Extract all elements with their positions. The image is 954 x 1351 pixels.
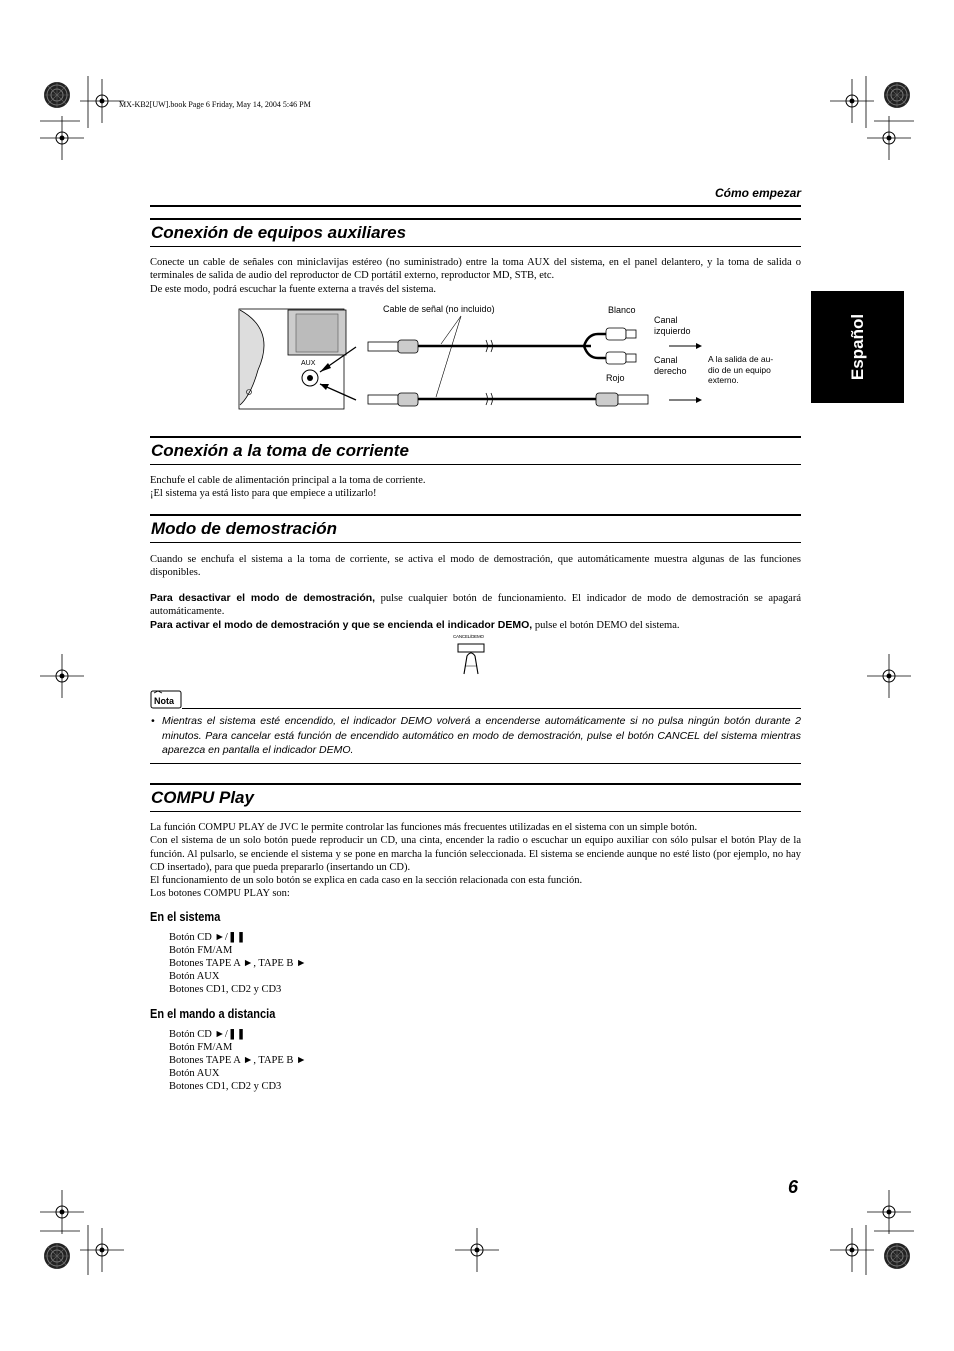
section-heading-aux bbox=[150, 218, 801, 247]
activate-text: pulse el botón DEMO del sistema. bbox=[532, 619, 680, 631]
section-label: Cómo empezar bbox=[714, 186, 801, 200]
section-heading-demo bbox=[150, 514, 801, 543]
list-item: Botones CD1, CD2 y CD3 bbox=[169, 1081, 282, 1092]
right-channel-label: Canal derecho bbox=[654, 355, 687, 376]
compu-paragraph: La función COMPU PLAY de JVC le permite controlar las funciones más frecuentes utilizadas en el sistema con un simple botón. bbox=[150, 822, 698, 833]
activate-lead: Para activar el modo de demostración y que se encienda el indicador DEMO, bbox=[150, 618, 533, 631]
list-item: Botón CD ►/❚❚ bbox=[169, 932, 246, 943]
list-item: Botones CD1, CD2 y CD3 bbox=[169, 984, 282, 995]
remote-heading: En el mando a distancia bbox=[150, 1007, 276, 1021]
deactivate-lead: Para desactivar el modo de demostración, bbox=[150, 592, 376, 604]
note-bullet: • bbox=[151, 715, 155, 727]
section-title: Conexión de equipos auxiliares bbox=[151, 223, 407, 242]
file-header: MX-KB2[UW].book Page 6 Friday, May 14, 2004 5:46 PM bbox=[119, 100, 311, 109]
system-button-list bbox=[169, 931, 306, 996]
section-title: Conexión a la toma de corriente bbox=[151, 441, 409, 460]
list-item: Botón FM/AM bbox=[169, 945, 233, 956]
system-heading: En el sistema bbox=[150, 910, 221, 924]
section-title: Modo de demostración bbox=[151, 519, 338, 538]
top-rule bbox=[150, 205, 801, 207]
demo-button-icon bbox=[455, 640, 487, 676]
output-label: A la salida de au- dio de un equipo externo. bbox=[708, 354, 774, 385]
demo-button-label: CANCEL/DEMO bbox=[453, 634, 484, 639]
language-tab-label: Español bbox=[847, 313, 867, 381]
demo-paragraph: Cuando se enchufa el sistema a la toma de corriente, se activa el modo de demostración, que automáticamente muestra algunas de las funciones disponibles. bbox=[150, 554, 801, 579]
language-tab bbox=[811, 291, 904, 403]
note-bottom-rule bbox=[150, 763, 801, 764]
red-plug-label: Rojo bbox=[606, 373, 625, 383]
left-channel-label: Canal izquierdo bbox=[654, 315, 691, 336]
activate-instruction bbox=[150, 619, 801, 632]
page-number: 6 bbox=[788, 1177, 799, 1197]
remote-button-list bbox=[169, 1028, 306, 1093]
compu-paragraph: Los botones COMPU PLAY son: bbox=[150, 888, 290, 900]
power-paragraph: Enchufe el cable de alimentación principal a la toma de corriente. bbox=[150, 475, 426, 486]
list-item: Botones TAPE A ►, TAPE B ► bbox=[169, 1055, 307, 1066]
power-paragraph: ¡El sistema ya está listo para que empiece a utilizarlo! bbox=[150, 488, 377, 500]
section-title: COMPU Play bbox=[151, 788, 254, 807]
cable-label: Cable de señal (no incluido) bbox=[383, 304, 495, 314]
aux-connection-diagram bbox=[236, 300, 706, 412]
list-item: Botón FM/AM bbox=[169, 1042, 233, 1053]
compu-paragraph: Con el sistema de un solo botón puede reproducir un CD, una cinta, encender la radio o escuchar un equipo auxiliar con sólo pulsar el botón Play de la función. Al pulsarlo, se enciende el sistema y se pone en marcha la función seleccionada. El sistema se enciende aunque no esté listo (por ejemplo, no hay CD insertado), para que pueda prepararlo (insertando un CD). bbox=[150, 835, 801, 873]
aux-jack-label: AUX bbox=[301, 360, 316, 367]
white-plug-label: Blanco bbox=[608, 305, 636, 315]
compu-paragraph: El funcionamiento de un solo botón se explica en cada caso en la sección relacionada con esta función. bbox=[150, 875, 583, 887]
note-top-rule bbox=[182, 708, 801, 709]
compu-play-body bbox=[150, 821, 801, 901]
note-text: Mientras el sistema esté encendido, el indicador DEMO volverá a encenderse automáticamente si no pulsa ningún botón durante 2 minutos. Para cancelar está función de encendido automático en modo de demostración, pulse el botón CANCEL del sistema mientras aparezca en pantalla el indicador DEMO. bbox=[162, 715, 801, 757]
aux-paragraph: Conecte un cable de señales con miniclavijas estéreo (no suministrado) entre la toma AUX del sistema, en el panel delantero, y la toma de salida o terminales de salida de audio del reproductor de CD portátil externo, reproductor MD, STB, etc. bbox=[150, 257, 801, 282]
aux-paragraph: De este modo, podrá escuchar la fuente externa a través del sistema. bbox=[150, 283, 437, 295]
list-item: Botón AUX bbox=[169, 1068, 220, 1079]
deactivate-instruction bbox=[150, 592, 801, 619]
list-item: Botón AUX bbox=[169, 971, 220, 982]
demo-instructions bbox=[150, 592, 801, 632]
demo-body bbox=[150, 553, 801, 580]
section-heading-power bbox=[150, 436, 801, 465]
list-item: Botón CD ►/❚❚ bbox=[169, 1029, 246, 1040]
list-item: Botones TAPE A ►, TAPE B ► bbox=[169, 958, 307, 969]
power-body bbox=[150, 474, 801, 501]
section-heading-compu-play bbox=[150, 783, 801, 812]
aux-body bbox=[150, 256, 801, 296]
deactivate-text: pulse cualquier botón de funcionamiento. El indicador de modo de demostración se apagará automáticamente. bbox=[150, 593, 801, 618]
note-label: Nota bbox=[154, 696, 174, 706]
